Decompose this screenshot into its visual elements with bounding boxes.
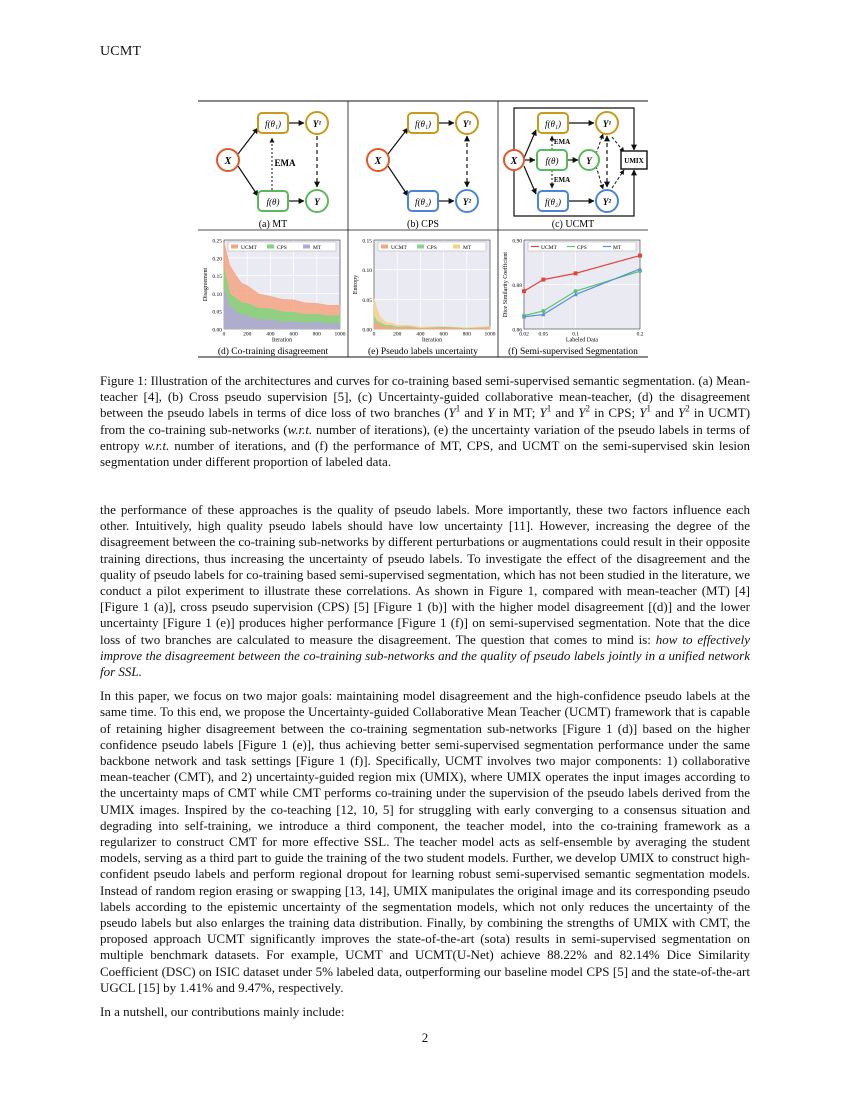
caption-text: Figure 1: Illustration of the architectures and curves for co-training based semi-supervised semantic segmentation. (a) Mean-teacher [4], (b) Cross pseudo supervision [5], (c) Uncertainty-guided collaborative mean-teacher, (d) the disagreement between the pseudo labels in terms of dice loss of two branches ( xyxy=(100,373,750,421)
figure-caption xyxy=(100,373,750,470)
x-tick-label: 0.2 xyxy=(636,331,644,338)
legend-swatch-mt xyxy=(303,245,310,249)
y-tick-label: 0.10 xyxy=(362,268,372,275)
x-tick-label: 600 xyxy=(289,331,298,338)
legend-label-mt: MT xyxy=(463,244,472,251)
node-f-theta-label: f(θ) xyxy=(545,156,559,166)
body-text xyxy=(100,502,750,1028)
y-tick-label: 0.00 xyxy=(362,327,372,334)
x-axis-label: Iteration xyxy=(421,337,443,344)
panel-c-caption: (c) UCMT xyxy=(551,219,595,230)
running-title: UCMT xyxy=(100,44,142,59)
x-tick-label: 1000 xyxy=(484,331,496,338)
data-point-ucmt xyxy=(522,289,526,293)
x-tick-label: 400 xyxy=(266,331,275,338)
caption-text: number of iterations), (e) the uncertainty variation of the pseudo labels in terms of entropy xyxy=(100,421,751,453)
x-tick-label: 0 xyxy=(372,331,376,338)
panel-b-caption: (b) CPS xyxy=(407,219,439,230)
caption-text: and xyxy=(460,405,488,421)
paragraph-2: In this paper, we focus on two major goals: maintaining model disagreement and the high-confidence pseudo labels at the same time. To this end, we propose the Uncertainty-guided Collaborative Mean Teacher (UCMT) framework that is capable of retaining higher disagreement between the co-training segmentation sub-networks [Figure 1 (d)] based on the higher confidence pseudo labels [Figure 1 (e)], thus achieving better semi-supervised segmentation performance under the same backbone network and task settings [Figure 1 (f)]. Specifically, UCMT involves two major components: 1) collaborative mean-teacher (CMT), and 2) uncertainty-guided region mix (UMIX), where UMIX operates the input images according to the uncertainty maps of CMT while CMT performs co-training under the supervision of the pseudo labels derived from the UMIX images. Inspired by the co-teaching [12, 10, 5] for struggling with early converging to a consensus situation and degrading into self-training, we introduce a third component, the teacher model, into the co-training framework as a regularizer to construct CMT for more effective SSL. The teacher model acts as self-ensemble by averaging the student models, serving as a third part to guide the training of the two student models. Further, we develop UMIX to construct high-confident pseudo labels and perform regional dropout for learning robust semi-supervised semantic segmentation models. Instead of random region erasing or swapping [13, 14], UMIX manipulates the original image and its corresponding pseudo labels according to the epistemic uncertainty of the segmentation models, which not only reduces the uncertainty of the pseudo labels but also enlarges the training data distribution. Finally, by combining the strengths of UMIX with CMT, the proposed approach UCMT significantly improves the state-of-the-art (sota) results in semi-supervised segmentation on multiple benchmark datasets. For example, UCMT and UCMT(U-Net) achieve 88.22% and 82.14% Dice Similarity Coefficient (DSC) on ISIC dataset under 5% labeled data, outperforming our baseline model CPS [5] and the state-of-the-art UGCL [15] by 1.41% and 9.47%, respectively. xyxy=(100,688,750,995)
y-axis-label: Dice Similarity Coefficient xyxy=(503,251,509,318)
legend xyxy=(528,242,636,251)
caption-text: number of iterations, and (f) the performance of MT, CPS, and UCMT on the semi-supervised skin lesion segmentation under different proportion of labeled data. xyxy=(100,437,750,470)
x-tick-label: 600 xyxy=(439,331,448,338)
legend-label-cps: CPS xyxy=(577,244,587,251)
legend-swatch-cps xyxy=(417,245,424,249)
node-f-theta1-label: f(θ₁) xyxy=(264,119,282,129)
panel-a-caption: (a) MT xyxy=(258,219,288,230)
legend-swatch-cps xyxy=(267,245,274,249)
legend-label-mt: MT xyxy=(613,244,622,251)
x-tick-label: 200 xyxy=(393,331,402,338)
x-tick-label: 0 xyxy=(222,331,226,338)
panel-c-ucmt-diagram xyxy=(504,108,647,230)
x-tick-label: 0.02 xyxy=(519,331,529,338)
data-point-ucmt xyxy=(574,271,578,275)
node-x-label: X xyxy=(224,156,232,167)
y-axis-label: Disagreement xyxy=(203,267,209,302)
caption-sup: 2 xyxy=(685,404,690,415)
chart-e-pseudo-labels-uncertainty xyxy=(353,239,496,344)
node-y2-label: Y² xyxy=(462,197,472,207)
caption-math: Y xyxy=(448,405,456,421)
x-tick-label: 200 xyxy=(243,331,252,338)
y-tick-label: 0.05 xyxy=(212,309,222,316)
node-x-label: X xyxy=(374,156,382,167)
y-tick-label: 0.15 xyxy=(212,274,222,281)
panel-f-caption: (f) Semi-supervised Segmentation xyxy=(508,347,638,357)
paragraph-1 xyxy=(100,502,750,680)
node-f-theta2-label: f(θ₂) xyxy=(414,197,432,207)
x-axis-label: Iteration xyxy=(271,337,293,344)
caption-text: and xyxy=(650,405,679,421)
caption-text: in UCMT) from the co-training sub-networks ( xyxy=(100,405,751,437)
caption-math: Y xyxy=(639,405,647,421)
y-tick-label: 0.00 xyxy=(212,327,222,334)
ema-label: EMA xyxy=(274,158,296,168)
legend-label-ucmt: UCMT xyxy=(391,244,407,251)
node-x-label: X xyxy=(510,156,518,167)
legend-swatch-ucmt xyxy=(381,245,388,249)
y-tick-label: 0.20 xyxy=(212,256,222,263)
chart-f-semi-supervised-segmentation xyxy=(502,239,644,344)
plot-area xyxy=(374,240,490,329)
caption-text: in MT; xyxy=(494,405,540,421)
caption-math: Y xyxy=(678,405,686,421)
figure-canvas xyxy=(198,100,648,358)
node-y1-label: Y¹ xyxy=(462,119,472,129)
node-y1-label: Y¹ xyxy=(602,119,612,129)
x-tick-label: 800 xyxy=(312,331,321,338)
panel-e-caption: (e) Pseudo labels uncertainty xyxy=(367,347,479,357)
x-axis-label: Labeled Data xyxy=(565,337,599,344)
legend-label-cps: CPS xyxy=(427,244,437,251)
paragraph-3: In a nutshell, our contributions mainly include: xyxy=(100,1004,345,1020)
ema-top-label: EMA xyxy=(553,138,571,146)
caption-sup: 1 xyxy=(455,404,461,415)
node-y2-label: Y² xyxy=(602,197,612,207)
x-tick-label: 400 xyxy=(416,331,425,338)
y-axis-label: Entropy xyxy=(353,274,359,295)
caption-sup: 1 xyxy=(546,404,552,415)
legend-label-ucmt: UCMT xyxy=(241,244,257,251)
legend-label-mt: MT xyxy=(313,244,322,251)
legend-label-ucmt: UCMT xyxy=(541,244,557,251)
legend-label-cps: CPS xyxy=(277,244,287,251)
paragraph-text: the performance of these approaches is the quality of pseudo labels. More importantly, these two factors influence each other. Intuitively, high quality pseudo labels should have low uncertainty [11]. However, increasing the degree of the disagreement between the co-training sub-networks by different perturbations or augmentations could result in their opposite training directions, thus increasing the uncertainty of pseudo labels. To investigate the effect of the disagreement and the quality of pseudo labels for co-training based semi-supervised segmentation, which has not been studied in the literature, we conduct a pilot experiment to illustrate these correlations. As shown in Figure 1, compared with mean-teacher (MT) [4] [Figure 1 (a)], cross pseudo supervision (CPS) [5] [Figure 1 (b)] with the higher model disagreement [(d)] and the lower uncertainty [Figure 1 (e)] produces higher performance [Figure 1 (f)] on semi-supervised segmentation. Note that the dice loss of two branches are calculated to measure the disagreement. The question that comes to mind is: xyxy=(100,502,750,647)
caption-math: Y xyxy=(578,405,586,421)
panel-d-caption: (d) Co-training disagreement xyxy=(217,347,329,357)
panel-b-cps-diagram xyxy=(367,112,478,230)
caption-math: Y xyxy=(539,405,547,421)
x-tick-label: 1000 xyxy=(334,331,346,338)
node-y-label: Y xyxy=(586,156,592,166)
x-tick-label: 800 xyxy=(462,331,471,338)
caption-text-italic: w.r.t. xyxy=(287,421,313,437)
node-y1-label: Y¹ xyxy=(312,119,322,129)
node-f-theta1-label: f(θ₁) xyxy=(544,119,562,129)
legend xyxy=(378,242,486,251)
caption-text: and xyxy=(551,405,579,421)
figure-1 xyxy=(198,100,648,358)
panel-a-mt-diagram xyxy=(217,112,328,230)
x-tick-label: 0.05 xyxy=(538,331,549,338)
y-tick-label: 0.10 xyxy=(212,291,222,298)
y-tick-label: 0.90 xyxy=(512,238,522,245)
y-tick-label: 0.25 xyxy=(212,238,222,245)
node-f-theta2-label: f(θ₂) xyxy=(544,197,562,207)
caption-sup: 2 xyxy=(585,404,590,415)
node-f-theta-label: f(θ) xyxy=(266,197,280,207)
y-tick-label: 0.05 xyxy=(362,297,372,304)
data-point-ucmt xyxy=(638,254,642,258)
caption-text-italic: w.r.t. xyxy=(144,437,170,453)
y-tick-label: 0.88 xyxy=(512,283,522,289)
y-tick-label: 0.86 xyxy=(512,327,522,334)
legend xyxy=(228,242,336,251)
ema-bottom-label: EMA xyxy=(553,176,571,184)
caption-math: Y xyxy=(487,405,495,421)
umix-label: UMIX xyxy=(624,157,644,165)
chart-d-co-training-disagreement xyxy=(203,239,346,344)
x-tick-label: 0.1 xyxy=(572,331,579,338)
caption-sup: 1 xyxy=(646,404,651,415)
node-f-theta1-label: f(θ₁) xyxy=(414,119,432,129)
legend-swatch-ucmt xyxy=(231,245,238,249)
caption-text: in CPS; xyxy=(589,405,640,421)
legend-swatch-mt xyxy=(453,245,460,249)
data-point-ucmt xyxy=(541,278,545,282)
node-y-label: Y xyxy=(314,197,320,207)
y-tick-label: 0.15 xyxy=(362,238,372,245)
page-number: 2 xyxy=(421,1030,429,1045)
paragraph-question: how to effectively improve the disagreement between the co-training sub-networks and the quality of pseudo labels jointly in a unified network for SSL. xyxy=(100,631,750,680)
